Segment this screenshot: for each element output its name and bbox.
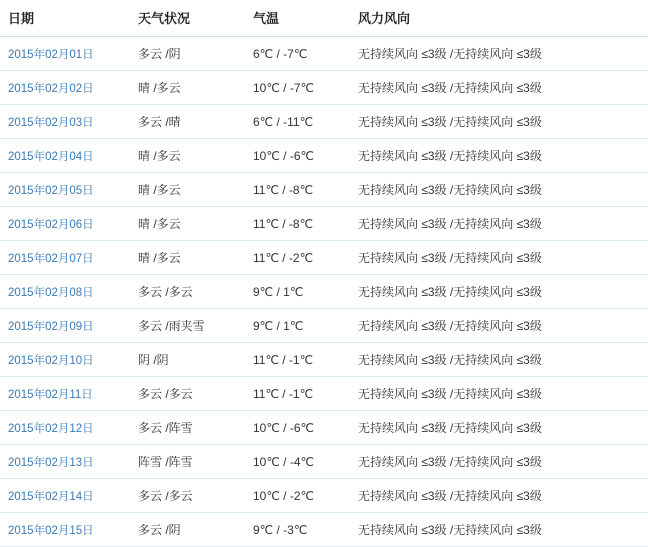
column-header-condition: 天气状况	[130, 0, 245, 37]
cell-wind: 无持续风向 ≤3级 /无持续风向 ≤3级	[350, 343, 648, 377]
table-row	[0, 377, 648, 411]
cell-wind: 无持续风向 ≤3级 /无持续风向 ≤3级	[350, 241, 648, 275]
cell-temperature: 10℃ / -4℃	[245, 445, 350, 479]
cell-condition: 多云 /晴	[130, 105, 245, 139]
cell-temperature: 10℃ / -2℃	[245, 479, 350, 513]
cell-condition: 阴 /阴	[130, 343, 245, 377]
cell-condition: 晴 /多云	[130, 139, 245, 173]
cell-date[interactable]: 2015年02月01日	[0, 37, 130, 71]
table-row	[0, 105, 648, 139]
cell-temperature: 9℃ / 1℃	[245, 275, 350, 309]
cell-wind: 无持续风向 ≤3级 /无持续风向 ≤3级	[350, 105, 648, 139]
table-row	[0, 513, 648, 547]
cell-date[interactable]: 2015年02月04日	[0, 139, 130, 173]
column-header-wind: 风力风向	[350, 0, 648, 37]
cell-date[interactable]: 2015年02月12日	[0, 411, 130, 445]
cell-date[interactable]: 2015年02月13日	[0, 445, 130, 479]
cell-wind: 无持续风向 ≤3级 /无持续风向 ≤3级	[350, 479, 648, 513]
cell-wind: 无持续风向 ≤3级 /无持续风向 ≤3级	[350, 411, 648, 445]
cell-wind: 无持续风向 ≤3级 /无持续风向 ≤3级	[350, 377, 648, 411]
cell-date[interactable]: 2015年02月06日	[0, 207, 130, 241]
cell-condition: 多云 /阴	[130, 37, 245, 71]
cell-condition: 多云 /多云	[130, 377, 245, 411]
cell-date[interactable]: 2015年02月09日	[0, 309, 130, 343]
table-row	[0, 139, 648, 173]
cell-date[interactable]: 2015年02月15日	[0, 513, 130, 547]
cell-date[interactable]: 2015年02月10日	[0, 343, 130, 377]
cell-condition: 多云 /雨夹雪	[130, 309, 245, 343]
cell-wind: 无持续风向 ≤3级 /无持续风向 ≤3级	[350, 275, 648, 309]
cell-condition: 多云 /阴	[130, 513, 245, 547]
cell-wind: 无持续风向 ≤3级 /无持续风向 ≤3级	[350, 173, 648, 207]
table-row	[0, 173, 648, 207]
cell-temperature: 11℃ / -2℃	[245, 241, 350, 275]
cell-temperature: 11℃ / -8℃	[245, 173, 350, 207]
cell-temperature: 11℃ / -1℃	[245, 343, 350, 377]
table-header-row	[0, 0, 648, 37]
cell-temperature: 10℃ / -7℃	[245, 71, 350, 105]
table-body	[0, 37, 648, 547]
cell-condition: 多云 /阵雪	[130, 411, 245, 445]
cell-date[interactable]: 2015年02月05日	[0, 173, 130, 207]
cell-wind: 无持续风向 ≤3级 /无持续风向 ≤3级	[350, 513, 648, 547]
cell-date[interactable]: 2015年02月02日	[0, 71, 130, 105]
table-row	[0, 479, 648, 513]
table-row	[0, 411, 648, 445]
cell-condition: 多云 /多云	[130, 275, 245, 309]
cell-date[interactable]: 2015年02月08日	[0, 275, 130, 309]
table-header	[0, 0, 648, 37]
table-row	[0, 343, 648, 377]
cell-condition: 阵雪 /阵雪	[130, 445, 245, 479]
cell-date[interactable]: 2015年02月03日	[0, 105, 130, 139]
cell-temperature: 11℃ / -1℃	[245, 377, 350, 411]
cell-condition: 晴 /多云	[130, 71, 245, 105]
cell-temperature: 10℃ / -6℃	[245, 411, 350, 445]
cell-temperature: 10℃ / -6℃	[245, 139, 350, 173]
cell-wind: 无持续风向 ≤3级 /无持续风向 ≤3级	[350, 37, 648, 71]
cell-temperature: 6℃ / -11℃	[245, 105, 350, 139]
cell-wind: 无持续风向 ≤3级 /无持续风向 ≤3级	[350, 445, 648, 479]
cell-temperature: 11℃ / -8℃	[245, 207, 350, 241]
cell-condition: 晴 /多云	[130, 241, 245, 275]
cell-wind: 无持续风向 ≤3级 /无持续风向 ≤3级	[350, 207, 648, 241]
cell-wind: 无持续风向 ≤3级 /无持续风向 ≤3级	[350, 139, 648, 173]
cell-date[interactable]: 2015年02月14日	[0, 479, 130, 513]
cell-condition: 晴 /多云	[130, 173, 245, 207]
cell-temperature: 9℃ / 1℃	[245, 309, 350, 343]
table-row	[0, 71, 648, 105]
cell-wind: 无持续风向 ≤3级 /无持续风向 ≤3级	[350, 309, 648, 343]
table-row	[0, 207, 648, 241]
cell-temperature: 9℃ / -3℃	[245, 513, 350, 547]
cell-wind: 无持续风向 ≤3级 /无持续风向 ≤3级	[350, 71, 648, 105]
table-row	[0, 445, 648, 479]
cell-date[interactable]: 2015年02月11日	[0, 377, 130, 411]
cell-condition: 多云 /多云	[130, 479, 245, 513]
table-row	[0, 241, 648, 275]
column-header-date: 日期	[0, 0, 130, 37]
table-row	[0, 275, 648, 309]
column-header-temperature: 气温	[245, 0, 350, 37]
cell-condition: 晴 /多云	[130, 207, 245, 241]
table-row	[0, 309, 648, 343]
cell-date[interactable]: 2015年02月07日	[0, 241, 130, 275]
table-row	[0, 37, 648, 71]
cell-temperature: 6℃ / -7℃	[245, 37, 350, 71]
